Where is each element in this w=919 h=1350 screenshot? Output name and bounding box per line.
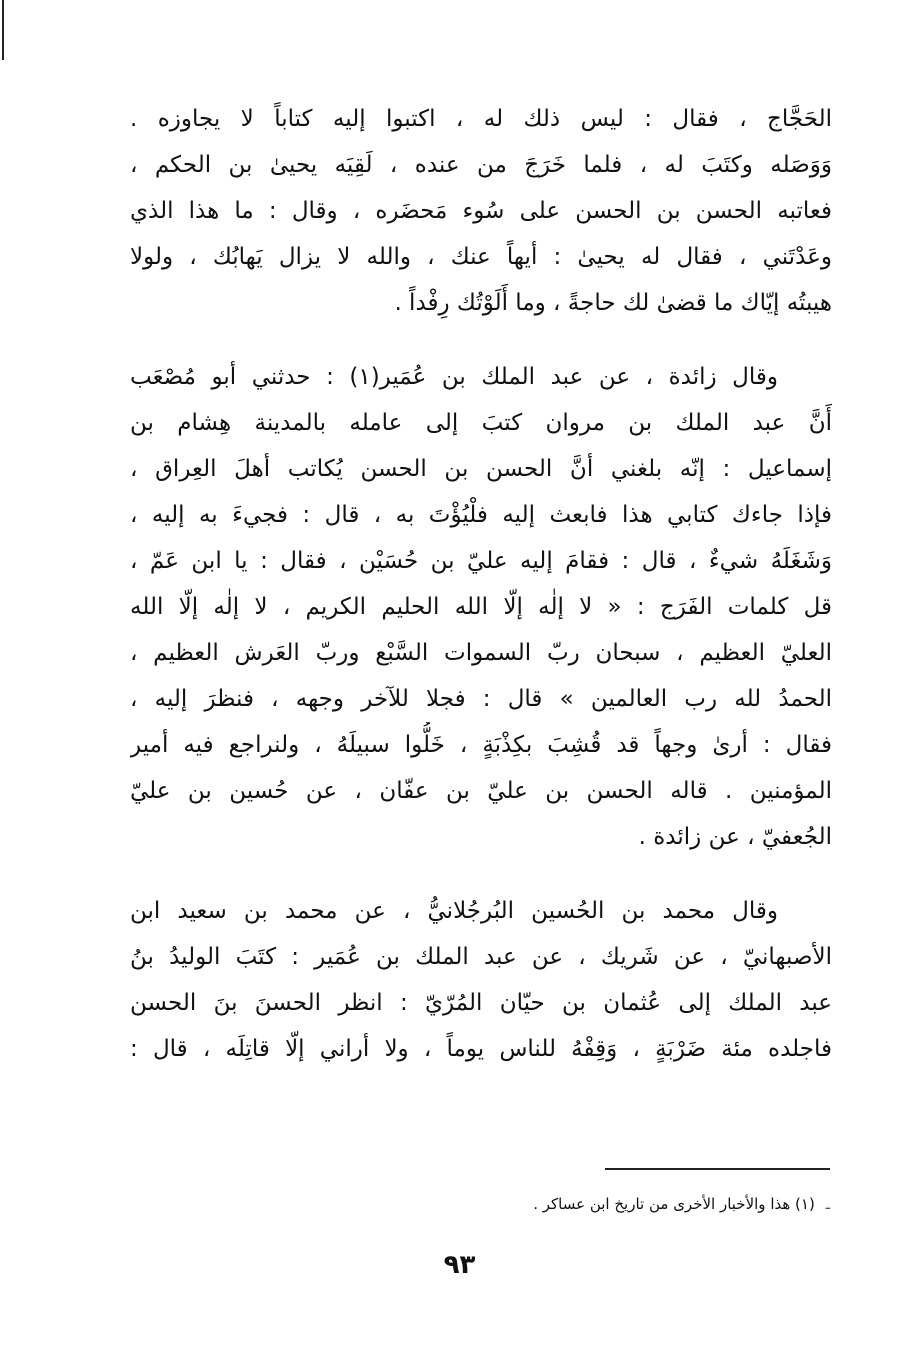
text-line: فقال : أرىٰ وجهاً قد قُشِبَ بكِذْبَةٍ ، خَلُّوا سبيلَهُ ، ولنراجع فيه أمير — [130, 732, 832, 758]
footnote-dash: ـ — [825, 1195, 830, 1213]
text-line: عبد الملك إلى عُثمان بن حيّان المُرّيّ : انظر الحسنَ بنَ الحسن — [130, 990, 832, 1016]
footnote-text: (١) هذا والأخبار الأخرى من تاريخ ابن عساكر . — [533, 1195, 815, 1213]
text-line: فعاتبه الحسن بن الحسن على سُوء مَحضَره ، وقال : ما هذا الذي — [130, 198, 832, 224]
page-edge-mark — [2, 0, 4, 60]
text-line: وَوَصَله وكتَبَ له ، فلما خَرَجَ من عنده ، لَقِيَه يحيىٰ بن الحكم ، — [130, 152, 832, 178]
text-line: قل كلمات الفَرَج : « لا إلٰه إلّا الله الحليم الكريم ، لا إلٰه إلّا الله — [130, 594, 832, 620]
text-line: الجُعفيّ ، عن زائدة . — [638, 824, 832, 850]
paragraph-gap — [130, 860, 832, 888]
text-line: إسماعيل : إنّه بلغني أنَّ الحسن بن الحسن يُكاتب أهلَ العِراق ، — [130, 456, 832, 482]
paragraph-gap — [130, 326, 832, 354]
page-number: ٩٣ — [443, 1250, 476, 1280]
paragraph-2 — [130, 354, 832, 860]
text-line: المؤمنين . قاله الحسن بن عليّ بن عفّان ، عن حُسين بن عليّ — [130, 778, 832, 804]
footnote — [130, 1192, 830, 1216]
text-line: أَنَّ عبد الملك بن مروان كتبَ إلى عامله بالمدينة هِشام بن — [130, 410, 832, 436]
footnote-separator — [605, 1168, 830, 1170]
page-body — [130, 96, 832, 1072]
text-line: وعَدْتَني ، فقال له يحيىٰ : أيهاً عنك ، والله لا يزال يَهابُك ، ولولا — [130, 244, 832, 270]
paragraph-1 — [130, 96, 832, 326]
text-line: فإذا جاءك كتابي هذا فابعث إليه فلْيُؤْتَ به ، قال : فجيءَ به إليه ، — [130, 502, 832, 528]
text-line: الحمدُ لله رب العالمين » قال : فجلا للآخر وجهه ، فنظرَ إليه ، — [130, 686, 832, 712]
text-line: الأصبهانيّ ، عن شَريك ، عن عبد الملك بن عُمَير : كتَبَ الوليدُ بنُ — [130, 944, 832, 970]
text-line: العليّ العظيم ، سبحان ربّ السموات السَّبْع وربّ العَرش العظيم ، — [130, 640, 832, 666]
text-line: الحَجَّاج ، فقال : ليس ذلك له ، اكتبوا إليه كتاباً لا يجاوزه . — [130, 106, 832, 132]
paragraph-3 — [130, 888, 832, 1072]
text-line: وقال زائدة ، عن عبد الملك بن عُمَير(١) : حدثني أبو مُصْعَب — [130, 364, 779, 390]
text-line: وقال محمد بن الحُسين البُرجُلانيُّ ، عن محمد بن سعيد ابن — [130, 898, 778, 924]
text-line: هيبتُه إيّاك ما قضىٰ لك حاجةً ، وما أَلَوْتُك رِفْداً . — [394, 290, 832, 316]
text-line: وَشَغَلَهُ شيءٌ ، قال : فقامَ إليه عليّ بن حُسَيْن ، فقال : يا ابن عَمّ ، — [130, 548, 832, 574]
text-line: فاجلده مئة ضَرْبَةٍ ، وَقِفْهُ للناس يوماً ، ولا أراني إلّا قاتِلَه ، قال : — [130, 1036, 832, 1062]
